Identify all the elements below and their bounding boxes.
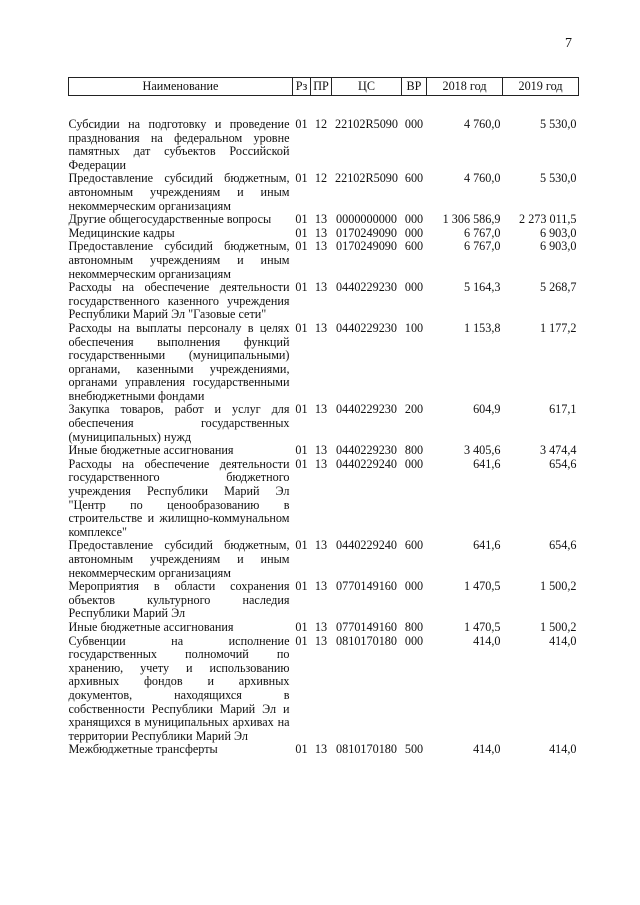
row-year-2018: 641,6 [473, 538, 501, 553]
row-pr: 13 [314, 280, 328, 295]
row-cs: 0440229230 [336, 320, 397, 335]
row-name: Медицинские кадры [68, 225, 175, 240]
row-vr: 000 [404, 456, 424, 471]
row-cs: 22102R5090 [335, 117, 398, 131]
table-header [69, 78, 579, 96]
page-number: 7 [565, 36, 572, 51]
header-pr: ПР [311, 78, 332, 96]
row-year-2018: 1 153,8 [463, 320, 501, 335]
row-name: Расходы на выплаты персоналу в целях обеспечения выполнения функций государственными (муниципальными) органами, казенными учреждениями, органами управления государственными внебюджетными фондами [68, 320, 290, 403]
row-cs: 22102R5090 [335, 171, 398, 186]
row-name: Расходы на обеспечение деятельности государственного казенного учреждения Республики Марий Эл "Газовые сети" [68, 280, 290, 322]
row-year-2019: 2 273 011,5 [519, 212, 577, 227]
row-year-2019: 3 474,4 [539, 443, 577, 458]
header-row [69, 78, 579, 96]
table-row [69, 227, 579, 241]
row-vr: 000 [404, 117, 424, 131]
row-vr: 800 [404, 443, 424, 458]
row-cs: 0770149160 [336, 619, 397, 634]
budget-table [68, 77, 579, 757]
row-year-2019: 654,6 [549, 538, 577, 553]
row-pr: 13 [314, 212, 328, 227]
table-body [69, 96, 579, 757]
table-row [69, 240, 579, 281]
table-row [69, 635, 579, 744]
row-pr: 13 [314, 239, 328, 254]
row-vr: 200 [404, 402, 424, 417]
row-name: Другие общегосударственные вопросы [68, 212, 272, 227]
row-rz: 01 [295, 402, 308, 417]
row-rz: 01 [295, 633, 308, 648]
header-name: Наименование [69, 78, 293, 96]
row-cs: 0440229240 [336, 456, 397, 471]
table-row [69, 743, 579, 757]
row-year-2019: 5 530,0 [539, 117, 577, 131]
row-year-2019: 6 903,0 [539, 239, 577, 254]
header-year-2018: 2018 год [427, 78, 503, 96]
row-year-2018: 1 470,5 [463, 579, 501, 594]
row-year-2019: 654,6 [549, 456, 577, 471]
table-row [69, 621, 579, 635]
row-vr: 000 [404, 579, 424, 594]
row-cs: 0440229230 [336, 402, 397, 417]
table-row [69, 458, 579, 540]
row-cs: 0170249090 [336, 225, 397, 240]
table-row [69, 539, 579, 580]
row-rz: 01 [295, 225, 308, 240]
row-cs: 0440229240 [336, 538, 397, 553]
row-name: Субвенции на исполнение государственных полномочий по хранению, учету и использованию архивных фондов и архивных документов, находящихся в собственности Республики Марий Эл и хранящихся в муниципальных архивах на территории Республики Марий Эл [68, 633, 290, 743]
row-vr: 500 [404, 742, 424, 757]
row-rz: 01 [295, 742, 308, 757]
row-pr: 13 [314, 225, 328, 240]
row-pr: 13 [314, 742, 328, 757]
row-cs: 0440229230 [336, 443, 397, 458]
row-year-2019: 617,1 [549, 402, 577, 417]
row-vr: 800 [404, 619, 424, 634]
table-row [69, 281, 579, 322]
row-pr: 13 [314, 320, 328, 335]
row-name: Расходы на обеспечение деятельности государственного бюджетного учреждения Республики Марий Эл "Центр по ценообразованию в строительстве и жилищно-коммунальном комплексе" [68, 456, 290, 539]
row-rz: 01 [295, 117, 308, 131]
row-cs: 0810170180 [336, 633, 397, 648]
row-rz: 01 [295, 239, 308, 254]
row-year-2019: 414,0 [549, 633, 577, 648]
row-year-2019: 414,0 [549, 742, 577, 757]
row-vr: 000 [404, 212, 424, 227]
row-pr: 12 [314, 171, 328, 186]
row-year-2019: 1 177,2 [539, 320, 577, 335]
table-row [69, 580, 579, 621]
row-year-2018: 4 760,0 [463, 117, 501, 131]
header-year-2019: 2019 год [503, 78, 579, 96]
table-row [69, 322, 579, 404]
row-pr: 13 [314, 538, 328, 553]
row-cs: 0770149160 [336, 579, 397, 594]
row-rz: 01 [295, 579, 308, 594]
row-pr: 13 [314, 443, 328, 458]
row-vr: 600 [404, 239, 424, 254]
row-name: Субсидии на подготовку и проведение празднования на федеральном уровне памятных дат субъектов Российской Федерации [68, 117, 290, 172]
row-year-2018: 1 306 586,9 [442, 212, 501, 227]
row-name: Иные бюджетные ассигнования [68, 443, 234, 458]
row-name: Межбюджетные трансферты [68, 742, 218, 757]
header-rz: Рз [293, 78, 311, 96]
row-name: Мероприятия в области сохранения объектов культурного наследия Республики Марий Эл [68, 579, 290, 621]
row-pr: 13 [314, 619, 328, 634]
row-rz: 01 [295, 171, 308, 186]
row-year-2019: 5 268,7 [539, 280, 577, 295]
row-year-2018: 1 470,5 [463, 619, 501, 634]
row-cs: 0810170180 [336, 742, 397, 757]
row-year-2018: 604,9 [473, 402, 501, 417]
row-cs: 0000000000 [336, 212, 397, 227]
row-year-2018: 414,0 [473, 633, 501, 648]
row-rz: 01 [295, 443, 308, 458]
header-vr: ВР [402, 78, 427, 96]
row-year-2019: 1 500,2 [539, 619, 577, 634]
row-pr: 12 [314, 117, 328, 131]
row-year-2018: 641,6 [473, 456, 501, 471]
row-year-2019: 1 500,2 [539, 579, 577, 594]
row-pr: 13 [314, 579, 328, 594]
row-name: Предоставление субсидий бюджетным, автономным учреждениям и иным некоммерческим организациям [68, 171, 290, 213]
table-row [69, 172, 579, 213]
row-year-2018: 3 405,6 [463, 443, 501, 458]
row-year-2018: 5 164,3 [463, 280, 501, 295]
row-year-2018: 6 767,0 [463, 239, 501, 254]
row-year-2018: 4 760,0 [463, 171, 501, 186]
table-row [69, 444, 579, 458]
row-rz: 01 [295, 212, 308, 227]
row-vr: 000 [404, 225, 424, 240]
table-row [69, 118, 579, 172]
row-rz: 01 [295, 320, 308, 335]
row-vr: 600 [404, 538, 424, 553]
row-year-2019: 6 903,0 [539, 225, 577, 240]
table-row [69, 403, 579, 444]
row-pr: 13 [314, 456, 328, 471]
row-rz: 01 [295, 456, 308, 471]
header-cs: ЦС [332, 78, 402, 96]
row-rz: 01 [295, 280, 308, 295]
row-pr: 13 [314, 402, 328, 417]
row-year-2019: 5 530,0 [539, 171, 577, 186]
spacer-cell [69, 96, 579, 119]
row-pr: 13 [314, 633, 328, 648]
row-vr: 600 [404, 171, 424, 186]
row-vr: 000 [404, 633, 424, 648]
row-year-2018: 6 767,0 [463, 225, 501, 240]
spacer-row [69, 96, 579, 119]
row-name: Предоставление субсидий бюджетным, автономным учреждениям и иным некоммерческим организациям [68, 239, 290, 281]
row-cs: 0440229230 [336, 280, 397, 295]
row-cs: 0170249090 [336, 239, 397, 254]
row-vr: 000 [404, 280, 424, 295]
row-year-2018: 414,0 [473, 742, 501, 757]
row-name: Закупка товаров, работ и услуг для обеспечения государственных (муниципальных) нужд [68, 402, 290, 444]
row-vr: 100 [404, 320, 424, 335]
row-name: Предоставление субсидий бюджетным, автономным учреждениям и иным некоммерческим организациям [68, 538, 290, 580]
row-name: Иные бюджетные ассигнования [68, 619, 234, 634]
table-row [69, 213, 579, 227]
row-rz: 01 [295, 619, 308, 634]
row-rz: 01 [295, 538, 308, 553]
